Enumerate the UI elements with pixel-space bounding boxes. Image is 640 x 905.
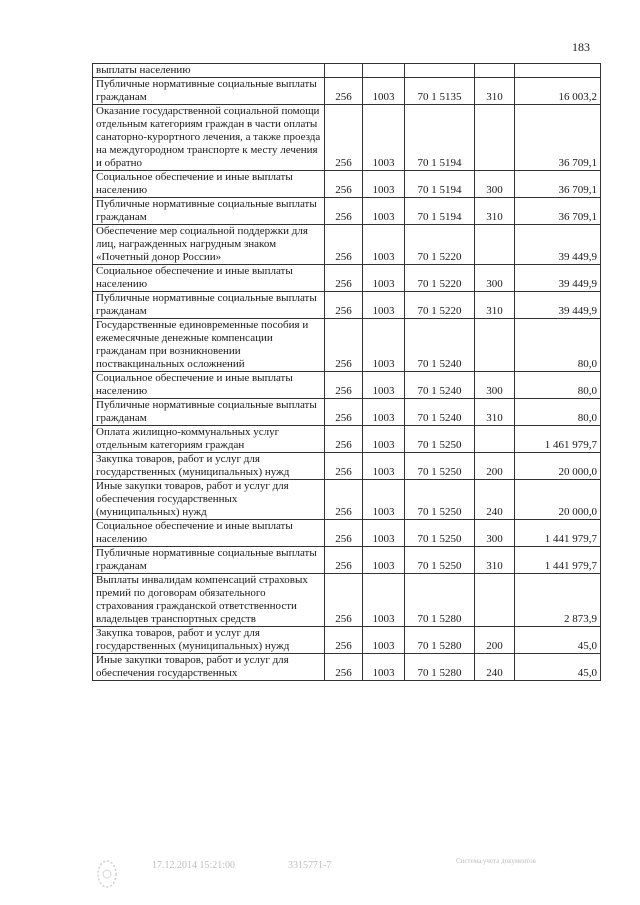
row-name: Закупка товаров, работ и услуг для государственных (муниципальных) нужд xyxy=(93,627,325,654)
row-code-2: 1003 xyxy=(363,399,405,426)
row-name: Выплаты инвалидам компенсаций страховых премий по договорам обязательного страхования гражданской ответственности владельцев транспортных средств xyxy=(93,574,325,627)
row-name: Иные закупки товаров, работ и услуг для обеспечения государственных xyxy=(93,654,325,681)
row-name: Закупка товаров, работ и услуг для государственных (муниципальных) нужд xyxy=(93,453,325,480)
row-name: Публичные нормативные социальные выплаты гражданам xyxy=(93,399,325,426)
row-code-2: 1003 xyxy=(363,78,405,105)
table-row xyxy=(93,453,601,480)
row-code-3 xyxy=(405,64,475,78)
row-code-1: 256 xyxy=(325,547,363,574)
row-name: Оказание государственной социальной помощи отдельным категориям граждан в части оплаты санаторно-курортного лечения, а также проезда на междугородном транспорте к месту лечения и обратно xyxy=(93,105,325,171)
row-amount: 45,0 xyxy=(515,654,601,681)
row-code-3: 70 1 5220 xyxy=(405,292,475,319)
row-amount: 36 709,1 xyxy=(515,105,601,171)
row-code-4 xyxy=(475,574,515,627)
row-code-4: 300 xyxy=(475,171,515,198)
row-code-2: 1003 xyxy=(363,520,405,547)
row-code-4 xyxy=(475,319,515,372)
page-footer xyxy=(0,857,640,897)
table-row xyxy=(93,426,601,453)
row-code-1: 256 xyxy=(325,319,363,372)
row-amount: 1 461 979,7 xyxy=(515,426,601,453)
table-row xyxy=(93,627,601,654)
row-code-2: 1003 xyxy=(363,547,405,574)
row-code-2: 1003 xyxy=(363,654,405,681)
table-row xyxy=(93,319,601,372)
row-amount: 80,0 xyxy=(515,399,601,426)
row-code-4: 240 xyxy=(475,480,515,520)
row-code-3: 70 1 5194 xyxy=(405,171,475,198)
row-code-1: 256 xyxy=(325,480,363,520)
row-code-2 xyxy=(363,64,405,78)
row-code-4: 200 xyxy=(475,627,515,654)
row-amount: 36 709,1 xyxy=(515,198,601,225)
table-row xyxy=(93,225,601,265)
table-row xyxy=(93,480,601,520)
row-amount: 39 449,9 xyxy=(515,265,601,292)
table-row xyxy=(93,654,601,681)
row-code-4: 310 xyxy=(475,547,515,574)
row-code-1: 256 xyxy=(325,574,363,627)
row-code-1: 256 xyxy=(325,292,363,319)
row-amount: 20 000,0 xyxy=(515,453,601,480)
row-code-3: 70 1 5250 xyxy=(405,426,475,453)
row-code-1: 256 xyxy=(325,78,363,105)
row-code-2: 1003 xyxy=(363,171,405,198)
row-code-2: 1003 xyxy=(363,105,405,171)
row-amount: 39 449,9 xyxy=(515,225,601,265)
row-code-3: 70 1 5280 xyxy=(405,627,475,654)
row-code-3: 70 1 5194 xyxy=(405,198,475,225)
row-code-4: 200 xyxy=(475,453,515,480)
row-name: Публичные нормативные социальные выплаты гражданам xyxy=(93,547,325,574)
row-amount xyxy=(515,64,601,78)
row-code-3: 70 1 5194 xyxy=(405,105,475,171)
table-row xyxy=(93,265,601,292)
table-row xyxy=(93,399,601,426)
stamp-code: 3315771-7 xyxy=(288,860,332,871)
row-code-4 xyxy=(475,225,515,265)
row-code-3: 70 1 5240 xyxy=(405,372,475,399)
row-code-1: 256 xyxy=(325,372,363,399)
row-amount: 36 709,1 xyxy=(515,171,601,198)
row-name: Публичные нормативные социальные выплаты гражданам xyxy=(93,198,325,225)
row-code-3: 70 1 5220 xyxy=(405,265,475,292)
row-code-4 xyxy=(475,426,515,453)
row-code-2: 1003 xyxy=(363,480,405,520)
row-name: Иные закупки товаров, работ и услуг для обеспечения государственных (муниципальных) нужд xyxy=(93,480,325,520)
table-row xyxy=(93,292,601,319)
row-code-1: 256 xyxy=(325,520,363,547)
table-row xyxy=(93,372,601,399)
row-name: Оплата жилищно-коммунальных услуг отдельным категориям граждан xyxy=(93,426,325,453)
table-row xyxy=(93,198,601,225)
row-amount: 39 449,9 xyxy=(515,292,601,319)
row-code-2: 1003 xyxy=(363,265,405,292)
row-name: Государственные единовременные пособия и ежемесячные денежные компенсации гражданам при возникновении поствакцинальных осложнений xyxy=(93,319,325,372)
row-name: Публичные нормативные социальные выплаты гражданам xyxy=(93,78,325,105)
row-code-3: 70 1 5250 xyxy=(405,547,475,574)
row-code-2: 1003 xyxy=(363,574,405,627)
row-name: Социальное обеспечение и иные выплаты населению xyxy=(93,171,325,198)
row-code-1 xyxy=(325,64,363,78)
row-code-4: 310 xyxy=(475,399,515,426)
row-amount: 16 003,2 xyxy=(515,78,601,105)
row-code-3: 70 1 5135 xyxy=(405,78,475,105)
row-code-3: 70 1 5250 xyxy=(405,453,475,480)
row-code-1: 256 xyxy=(325,654,363,681)
row-name: Публичные нормативные социальные выплаты гражданам xyxy=(93,292,325,319)
row-amount: 80,0 xyxy=(515,372,601,399)
row-code-2: 1003 xyxy=(363,372,405,399)
row-code-4: 310 xyxy=(475,78,515,105)
row-code-2: 1003 xyxy=(363,453,405,480)
row-code-2: 1003 xyxy=(363,292,405,319)
stamp-date: 17.12.2014 15:21:00 xyxy=(152,860,236,871)
row-code-3: 70 1 5280 xyxy=(405,574,475,627)
stamp-mark: Система учета документов xyxy=(456,857,536,865)
row-name: Социальное обеспечение и иные выплаты населению xyxy=(93,372,325,399)
row-code-1: 256 xyxy=(325,453,363,480)
row-code-2: 1003 xyxy=(363,426,405,453)
row-code-4 xyxy=(475,64,515,78)
row-code-4: 240 xyxy=(475,654,515,681)
row-code-3: 70 1 5240 xyxy=(405,319,475,372)
row-code-1: 256 xyxy=(325,627,363,654)
row-code-4: 310 xyxy=(475,292,515,319)
row-code-3: 70 1 5250 xyxy=(405,480,475,520)
row-code-4: 310 xyxy=(475,198,515,225)
table-row xyxy=(93,105,601,171)
row-code-2: 1003 xyxy=(363,627,405,654)
row-code-1: 256 xyxy=(325,171,363,198)
row-code-2: 1003 xyxy=(363,319,405,372)
table-row xyxy=(93,574,601,627)
row-code-4: 300 xyxy=(475,265,515,292)
row-amount: 80,0 xyxy=(515,319,601,372)
table-row xyxy=(93,64,601,78)
row-code-1: 256 xyxy=(325,399,363,426)
row-code-1: 256 xyxy=(325,105,363,171)
row-code-4: 300 xyxy=(475,520,515,547)
row-code-3: 70 1 5280 xyxy=(405,654,475,681)
row-name: выплаты населению xyxy=(93,64,325,78)
row-code-3: 70 1 5220 xyxy=(405,225,475,265)
row-code-3: 70 1 5250 xyxy=(405,520,475,547)
row-amount: 1 441 979,7 xyxy=(515,547,601,574)
row-amount: 2 873,9 xyxy=(515,574,601,627)
row-code-4: 300 xyxy=(475,372,515,399)
table-row xyxy=(93,78,601,105)
table-row xyxy=(93,171,601,198)
row-code-4 xyxy=(475,105,515,171)
row-code-2: 1003 xyxy=(363,198,405,225)
budget-table xyxy=(92,63,601,681)
row-amount: 45,0 xyxy=(515,627,601,654)
row-code-2: 1003 xyxy=(363,225,405,265)
seal-icon xyxy=(96,859,118,889)
page-number: 183 xyxy=(572,40,590,54)
row-code-1: 256 xyxy=(325,426,363,453)
row-name: Социальное обеспечение и иные выплаты населению xyxy=(93,265,325,292)
row-code-3: 70 1 5240 xyxy=(405,399,475,426)
row-code-1: 256 xyxy=(325,198,363,225)
row-amount: 20 000,0 xyxy=(515,480,601,520)
table-row xyxy=(93,520,601,547)
row-amount: 1 441 979,7 xyxy=(515,520,601,547)
row-code-1: 256 xyxy=(325,265,363,292)
row-name: Обеспечение мер социальной поддержки для лиц, награжденных нагрудным знаком «Почетный донор России» xyxy=(93,225,325,265)
table-row xyxy=(93,547,601,574)
row-code-1: 256 xyxy=(325,225,363,265)
row-name: Социальное обеспечение и иные выплаты населению xyxy=(93,520,325,547)
